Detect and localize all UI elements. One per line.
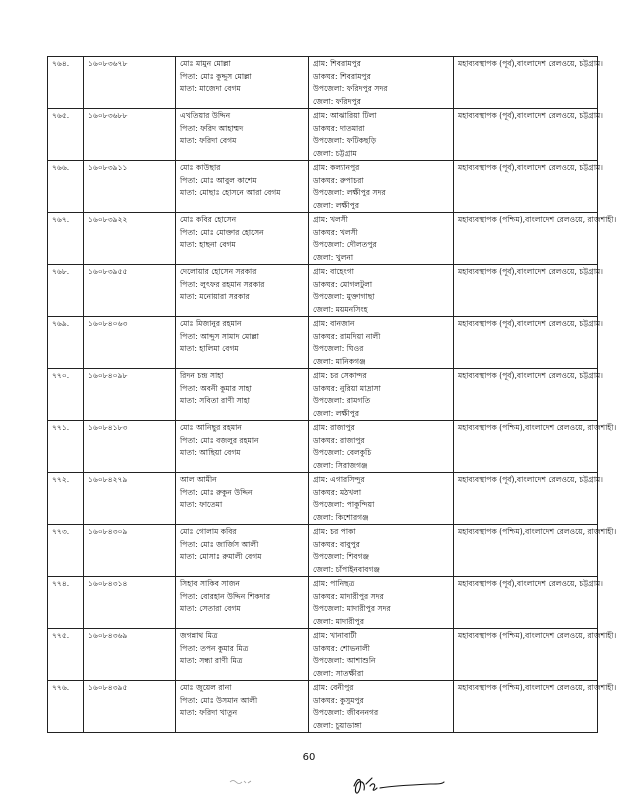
cell-district: জেলা: সিরাজগঞ্জ (313, 460, 368, 470)
address-cell (309, 629, 454, 681)
cell-district: জেলা: ময়মনসিংহ (313, 304, 368, 314)
cell-district: জেলা: চুয়াডাঙ্গা (313, 720, 362, 730)
serial-cell (48, 317, 84, 369)
cell-name: মোঃ গোলাম কবির (180, 527, 237, 536)
cell-serial: ৭৭৪. (52, 579, 70, 588)
cell-district: জেলা: ফরিদপুর (313, 96, 361, 106)
roll-cell (84, 161, 176, 213)
cell-name: মোঃ আনিছুর রহমান (180, 423, 242, 432)
cell-mother: মাতা: সেতারা বেগম (180, 604, 241, 613)
cell-postoffice: ডাকঘর: কুসুমপুর (313, 695, 364, 705)
cell-district: জেলা: লক্ষীপুর (313, 408, 360, 418)
table-row (48, 421, 598, 473)
cell-village: গ্রাম: এগারসিন্দুর (313, 475, 365, 484)
serial-cell (48, 629, 84, 681)
cell-district: জেলা: খুলনা (313, 252, 354, 262)
cell-district: জেলা: কিশোরগঞ্জ (313, 512, 369, 522)
cell-postoffice: ডাকঘর: নুরিয়া মাদ্রাসা (313, 383, 381, 393)
address-cell (309, 265, 454, 317)
table-row (48, 317, 598, 369)
roll-cell (84, 109, 176, 161)
address-cell (309, 213, 454, 265)
table-row (48, 57, 598, 109)
name-cell (176, 109, 309, 161)
posting-cell (454, 473, 603, 525)
cell-post: মহাব্যবস্থাপক (পূর্ব),বাংলাদেশ রেলওয়ে, চট্টগ্রাম। (458, 475, 603, 484)
cell-upazila: উপজেলা: জীবননগর (313, 708, 379, 717)
name-cell (176, 317, 309, 369)
cell-roll: ১৬০৮৩৯২২ (88, 215, 128, 224)
cell-upazila: উপজেলা: ঘিওর (313, 344, 364, 353)
address-cell (309, 421, 454, 473)
name-cell (176, 265, 309, 317)
candidate-table (47, 56, 617, 733)
cell-name: মোঃ কাউছার (180, 163, 221, 172)
cell-postoffice: ডাকঘর: মাদারীপুর সদর (313, 591, 384, 601)
cell-district: জেলা: লক্ষীপুর (313, 200, 360, 210)
cell-father: পিতা: মোঃ বজলুর রহমান (180, 435, 259, 445)
cell-name: এখতিয়ার উদ্দিন (180, 111, 231, 120)
serial-cell (48, 109, 84, 161)
cell-father: পিতা: অবনী কুমার সাহা (180, 383, 252, 393)
cell-father: পিতা: মোঃ কুদ্দুস মোল্লা (180, 71, 252, 81)
serial-cell (48, 525, 84, 577)
cell-father: পিতা: তপন কুমার মিত্র (180, 643, 249, 653)
table-row (48, 525, 598, 577)
cell-postoffice: ডাকঘর: খলসী (313, 227, 358, 237)
cell-father: পিতা: মোঃ উসমান আলী (180, 695, 258, 705)
cell-post: মহাব্যবস্থাপক (পশ্চিম),বাংলাদেশ রেলওয়ে, রাজশাহী। (458, 683, 617, 692)
name-cell (176, 57, 309, 109)
address-cell (309, 473, 454, 525)
cell-village: গ্রাম: বানজান (313, 319, 355, 328)
cell-roll: ১৬০৮৩৬৮৮ (88, 111, 128, 120)
cell-serial: ৭৬৮. (52, 267, 70, 276)
roll-cell (84, 577, 176, 629)
cell-upazila: উপজেলা: বেলকুচি (313, 448, 372, 457)
cell-name: মোঃ মামুন মোল্লা (180, 59, 231, 68)
cell-mother: মাতা: হাছনা বেগম (180, 240, 236, 249)
serial-cell (48, 681, 84, 733)
name-cell (176, 369, 309, 421)
posting-cell (454, 317, 603, 369)
cell-mother: মাতা: ফরিদা বেগম (180, 136, 237, 145)
cell-post: মহাব্যবস্থাপক (পশ্চিম),বাংলাদেশ রেলওয়ে, রাজশাহী। (458, 631, 617, 640)
address-cell (309, 109, 454, 161)
posting-cell (454, 421, 617, 473)
cell-mother: মাতা: মনোয়ারা সরকার (180, 292, 250, 301)
cell-postoffice: ডাকঘর: রামদিয়া নালী (313, 331, 381, 341)
cell-roll: ১৬০৮৪৩০৯ (88, 527, 128, 536)
cell-roll: ১৬০৮৪৩৯৫ (88, 683, 128, 692)
cell-serial: ৭৬৯. (52, 319, 70, 328)
cell-postoffice: ডাকঘর: শোভনালী (313, 643, 370, 653)
serial-cell (48, 265, 84, 317)
table-row (48, 577, 598, 629)
cell-father: পিতা: আব্দুস সামাদ মোল্লা (180, 331, 259, 341)
cell-roll: ১৬০৮৪৩১৪ (88, 579, 128, 588)
cell-post: মহাব্যবস্থাপক (পূর্ব),বাংলাদেশ রেলওয়ে, চট্টগ্রাম। (458, 579, 603, 588)
cell-village: গ্রাম: চর সেকান্দর (313, 371, 367, 380)
cell-serial: ৭৭৩. (52, 527, 70, 536)
cell-roll: ১৬০৮৪০৬৩ (88, 319, 128, 328)
cell-mother: মাতা: ফরিদা খাতুন (180, 708, 238, 717)
candidate-table-body (48, 57, 617, 733)
posting-cell (454, 213, 617, 265)
roll-cell (84, 473, 176, 525)
cell-name: মোঃ কবির হোসেন (180, 215, 237, 224)
table-row (48, 629, 598, 681)
serial-cell (48, 421, 84, 473)
cell-post: মহাব্যবস্থাপক (পূর্ব),বাংলাদেশ রেলওয়ে, চট্টগ্রাম। (458, 111, 603, 120)
handwritten-signature (350, 772, 450, 796)
name-cell (176, 681, 309, 733)
posting-cell (454, 161, 603, 213)
roll-cell (84, 629, 176, 681)
cell-father: পিতা: মোঃ রুকুন উদ্দিন (180, 487, 253, 497)
cell-post: মহাব্যবস্থাপক (পশ্চিম),বাংলাদেশ রেলওয়ে, রাজশাহী। (458, 527, 617, 536)
cell-postoffice: ডাকঘর: মোগলটুলা (313, 279, 373, 289)
serial-cell (48, 577, 84, 629)
cell-serial: ৭৬৪. (52, 59, 70, 68)
address-cell (309, 161, 454, 213)
cell-mother: মাতা: ফাতেমা (180, 500, 223, 509)
cell-roll: ১৬০৮৩৯১১ (88, 163, 128, 172)
cell-postoffice: ডাকঘর: শিবরামপুর (313, 71, 371, 81)
name-cell (176, 525, 309, 577)
cell-mother: মাতা: মোসাঃ রুমালী বেগম (180, 552, 262, 561)
name-cell (176, 629, 309, 681)
name-cell (176, 213, 309, 265)
name-cell (176, 577, 309, 629)
cell-serial: ৭৭১. (52, 423, 70, 432)
address-cell (309, 317, 454, 369)
roll-cell (84, 681, 176, 733)
cell-mother: মাতা: সন্ধা রাণী মিত্র (180, 656, 243, 665)
table-row (48, 473, 598, 525)
cell-post: মহাব্যবস্থাপক (পূর্ব),বাংলাদেশ রেলওয়ে, চট্টগ্রাম। (458, 163, 603, 172)
cell-serial: ৭৭৬. (52, 683, 70, 692)
serial-cell (48, 57, 84, 109)
cell-father: পিতা: মোঃ আবুল কাশেম (180, 175, 257, 185)
cell-roll: ১৬০৮৪০৯৮ (88, 371, 128, 380)
scan-noise-mark (228, 778, 254, 786)
roll-cell (84, 265, 176, 317)
cell-postoffice: ডাকঘর: বাবুপুর (313, 539, 360, 549)
cell-upazila: উপজেলা: ফরিদপুর সদর (313, 84, 388, 93)
roll-cell (84, 57, 176, 109)
posting-cell (454, 577, 603, 629)
cell-serial: ৭৭২. (52, 475, 70, 484)
cell-district: জেলা: মাদারীপুর (313, 616, 364, 626)
address-cell (309, 681, 454, 733)
address-cell (309, 525, 454, 577)
cell-upazila: উপজেলা: রামগতি (313, 396, 371, 405)
roll-cell (84, 213, 176, 265)
cell-postoffice: ডাকঘর: রাজাপুর (313, 435, 365, 445)
cell-father: পিতা: মোঃ জার্জিস আলী (180, 539, 259, 549)
table-row (48, 109, 598, 161)
cell-post: মহাব্যবস্থাপক (পশ্চিম),বাংলাদেশ রেলওয়ে, রাজশাহী। (458, 215, 617, 224)
cell-name: মোঃ মিজানুর রহমান (180, 319, 242, 328)
serial-cell (48, 473, 84, 525)
cell-district: জেলা: সাতক্ষীরা (313, 668, 364, 678)
cell-upazila: উপজেলা: দৌলতপুর (313, 240, 377, 249)
name-cell (176, 421, 309, 473)
cell-village: গ্রাম: বেনীপুর (313, 683, 354, 692)
cell-post: মহাব্যবস্থাপক (পূর্ব),বাংলাদেশ রেলওয়ে, চট্টগ্রাম। (458, 267, 603, 276)
cell-village: গ্রাম: খানাবাটী (313, 631, 357, 640)
cell-roll: ১৬০৮৩৬৭৮ (88, 59, 128, 68)
cell-name: জগন্নাথ মিত্র (180, 631, 218, 640)
cell-post: মহাব্যবস্থাপক (পূর্ব),বাংলাদেশ রেলওয়ে, চট্টগ্রাম। (458, 371, 603, 380)
cell-father: পিতা: ফরিদ আহাম্মদ (180, 123, 244, 133)
cell-post: মহাব্যবস্থাপক (পূর্ব),বাংলাদেশ রেলওয়ে, চট্টগ্রাম। (458, 59, 603, 68)
serial-cell (48, 369, 84, 421)
table-row (48, 369, 598, 421)
table-row (48, 161, 598, 213)
cell-postoffice: ডাকঘর: মঠখলা (313, 487, 362, 497)
cell-father: পিতা: বোরহান উদ্দিন শিকদার (180, 591, 271, 601)
cell-village: গ্রাম: রাজাপুর (313, 423, 355, 432)
posting-cell (454, 265, 603, 317)
cell-roll: ১৬০৮৩৯৫৫ (88, 267, 128, 276)
page-number: 60 (302, 752, 316, 763)
address-cell (309, 369, 454, 421)
cell-village: গ্রাম: আঝারিয়া টিলা (313, 111, 377, 120)
cell-upazila: উপজেলা: শিবগঞ্জ (313, 552, 370, 561)
cell-name: আল আমীন (180, 475, 217, 484)
posting-cell (454, 57, 603, 109)
table-row (48, 681, 598, 733)
cell-village: গ্রাম: পানিছত্র (313, 579, 355, 588)
cell-upazila: উপজেলা: মুক্তাগাছা (313, 292, 375, 301)
cell-serial: ৭৬৬. (52, 163, 70, 172)
roll-cell (84, 369, 176, 421)
cell-postoffice: ডাকঘর: দাতমারা (313, 123, 365, 133)
cell-serial: ৭৭৫. (52, 631, 70, 640)
cell-village: গ্রাম: শিবরামপুর (313, 59, 361, 68)
cell-district: জেলা: মানিকগঞ্জ (313, 356, 366, 366)
posting-cell (454, 629, 617, 681)
cell-mother: মাতা: মোছাঃ হোসনে আরা বেগম (180, 188, 281, 197)
cell-village: গ্রাম: কল্যানপুর (313, 163, 360, 172)
cell-mother: মাতা: সবিতা রাণী সাহা (180, 396, 250, 405)
posting-cell (454, 369, 603, 421)
cell-upazila: উপজেলা: লক্ষীপুর সদর (313, 188, 386, 197)
cell-mother: মাতা: মাজেদা বেগম (180, 84, 241, 93)
cell-serial: ৭৬৭. (52, 215, 70, 224)
serial-cell (48, 213, 84, 265)
address-cell (309, 57, 454, 109)
cell-roll: ১৬০৮৪১৮৩ (88, 423, 128, 432)
address-cell (309, 577, 454, 629)
cell-father: পিতা: মোঃ মোক্তার হোসেন (180, 227, 264, 237)
table-row (48, 213, 598, 265)
cell-postoffice: ডাকঘর: রুপাচরা (313, 175, 364, 185)
serial-cell (48, 161, 84, 213)
roll-cell (84, 421, 176, 473)
cell-upazila: উপজেলা: ফটিকছড়ি (313, 136, 377, 145)
cell-post: মহাব্যবস্থাপক (পশ্চিম),বাংলাদেশ রেলওয়ে, রাজশাহী। (458, 423, 617, 432)
cell-village: গ্রাম: চর পাকা (313, 527, 356, 536)
roll-cell (84, 317, 176, 369)
cell-village: গ্রাম: বাহেংগা (313, 267, 354, 276)
cell-upazila: উপজেলা: মাদারীপুর সদর (313, 604, 391, 613)
name-cell (176, 161, 309, 213)
cell-serial: ৭৭০. (52, 371, 70, 380)
cell-serial: ৭৬৫. (52, 111, 70, 120)
cell-name: দেলোয়ার হোসেন সরকার (180, 267, 257, 276)
cell-name: মোঃ জুয়েল রানা (180, 683, 232, 692)
cell-district: জেলা: চট্টগ্রাম (313, 148, 357, 158)
cell-mother: মাতা: হালিমা বেগম (180, 344, 239, 353)
cell-roll: ১৬০৮৪৩৬৯ (88, 631, 128, 640)
cell-village: গ্রাম: খলসী (313, 215, 348, 224)
cell-name: সিহাব সাকিব সাজন (180, 579, 240, 588)
name-cell (176, 473, 309, 525)
posting-cell (454, 109, 603, 161)
cell-roll: ১৬০৮৪২৭৯ (88, 475, 128, 484)
table-row (48, 265, 598, 317)
cell-district: জেলা: চাঁপাইনবাবগঞ্জ (313, 564, 380, 574)
cell-name: রিদন চন্দ্র সাহা (180, 371, 224, 380)
cell-father: পিতা: লুৎফর রহমান সরকার (180, 279, 265, 289)
posting-cell (454, 525, 617, 577)
cell-upazila: উপজেলা: পাকুন্দিয়া (313, 500, 375, 509)
roll-cell (84, 525, 176, 577)
cell-post: মহাব্যবস্থাপক (পূর্ব),বাংলাদেশ রেলওয়ে, চট্টগ্রাম। (458, 319, 603, 328)
cell-upazila: উপজেলা: আশাশুনি (313, 656, 376, 665)
cell-mother: মাতা: আছিয়া বেগম (180, 448, 241, 457)
posting-cell (454, 681, 617, 733)
